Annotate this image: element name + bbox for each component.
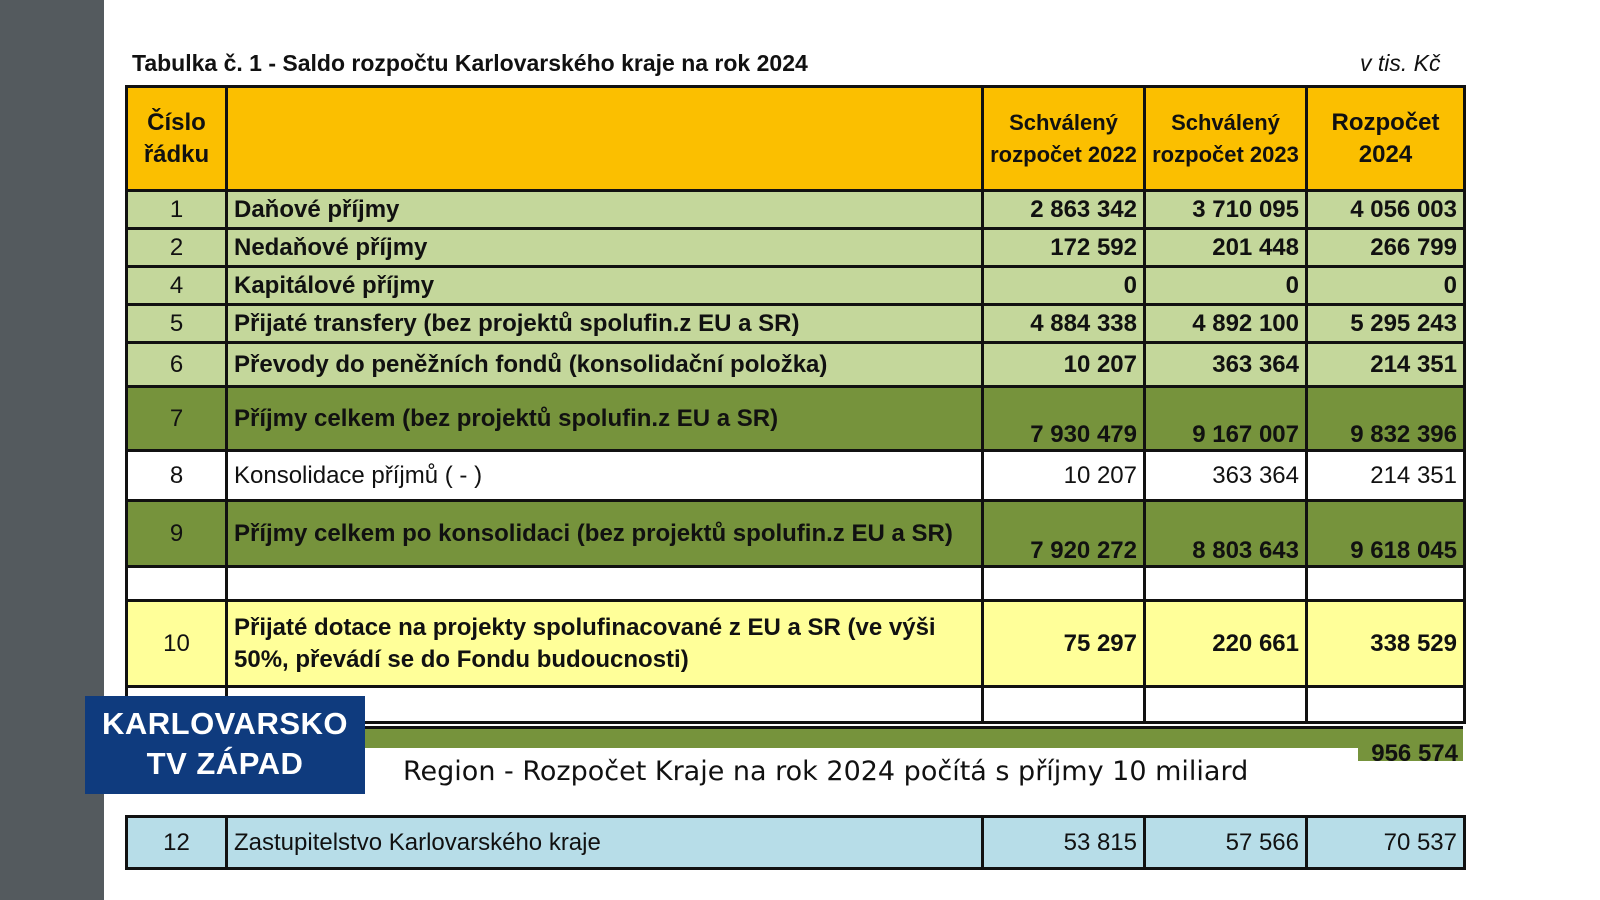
value-2024: 70 537 (1307, 817, 1465, 869)
header-2024: Rozpočet 2024 (1307, 87, 1465, 191)
row-label: Kapitálové příjmy (227, 267, 983, 305)
row-label: Příjmy celkem (bez projektů spolufin.z EU a SR) (227, 387, 983, 451)
table-row (127, 229, 1465, 267)
table-title: Tabulka č. 1 - Saldo rozpočtu Karlovarského kraje na rok 2024 (132, 50, 808, 76)
row-label: Konsolidace příjmů ( - ) (227, 451, 983, 501)
news-ticker (365, 748, 1358, 798)
value-2022: 0 (983, 267, 1145, 305)
value-2024: 9 832 396 (1307, 387, 1465, 451)
row-label: Převody do peněžních fondů (konsolidační položka) (227, 343, 983, 387)
table-row (127, 267, 1465, 305)
value-2024: 214 351 (1307, 451, 1465, 501)
row-number: 7 (127, 387, 227, 451)
budget-table-continued (125, 815, 1466, 870)
logo-line-2: TV ZÁPAD (146, 746, 304, 781)
table-row (127, 305, 1465, 343)
table-row (127, 343, 1465, 387)
value-2022: 2 863 342 (983, 191, 1145, 229)
value-2023: 9 167 007 (1145, 387, 1307, 451)
value-2022: 75 297 (983, 601, 1145, 687)
table-unit: v tis. Kč (1360, 50, 1441, 76)
value-2023: 0 (1145, 267, 1307, 305)
row-number: 5 (127, 305, 227, 343)
value-2024: 0 (1307, 267, 1465, 305)
row-label: Přijaté dotace na projekty spolufinacované z EU a SR (ve výši 50%, převádí se do Fondu budoucnosti) (227, 601, 983, 687)
value-2022: 53 815 (983, 817, 1145, 869)
row-11-value-2024: 956 574 (1371, 740, 1458, 767)
value-2022: 172 592 (983, 229, 1145, 267)
table-row (127, 191, 1465, 229)
table-header-row (127, 87, 1465, 191)
row-number: 1 (127, 191, 227, 229)
value-2023: 8 803 643 (1145, 501, 1307, 567)
ticker-text: Region - Rozpočet Kraje na rok 2024 počítá s příjmy 10 miliard (403, 756, 1249, 787)
row-number: 12 (127, 817, 227, 869)
row-number: 10 (127, 601, 227, 687)
table-row (127, 601, 1465, 687)
row-number: 6 (127, 343, 227, 387)
row-label: Zastupitelstvo Karlovarského kraje (227, 817, 983, 869)
row-number: 4 (127, 267, 227, 305)
header-label (227, 87, 983, 191)
table-empty-row (127, 567, 1465, 601)
value-2022: 10 207 (983, 451, 1145, 501)
row-number: 8 (127, 451, 227, 501)
row-label: Nedaňové příjmy (227, 229, 983, 267)
value-2024: 214 351 (1307, 343, 1465, 387)
row-label: Příjmy celkem po konsolidaci (bez projektů spolufin.z EU a SR) (227, 501, 983, 567)
value-2024: 266 799 (1307, 229, 1465, 267)
value-2023: 3 710 095 (1145, 191, 1307, 229)
value-2022: 7 930 479 (983, 387, 1145, 451)
header-row-number: Číslo řádku (127, 87, 227, 191)
row-label: Přijaté transfery (bez projektů spolufin.z EU a SR) (227, 305, 983, 343)
table-row (127, 387, 1465, 451)
value-2023: 201 448 (1145, 229, 1307, 267)
row-number: 9 (127, 501, 227, 567)
value-2022: 10 207 (983, 343, 1145, 387)
tv-logo (85, 696, 365, 794)
header-2023: Schválený rozpočet 2023 (1145, 87, 1307, 191)
value-2023: 57 566 (1145, 817, 1307, 869)
row-number: 2 (127, 229, 227, 267)
header-2022: Schválený rozpočet 2022 (983, 87, 1145, 191)
value-2024: 9 618 045 (1307, 501, 1465, 567)
value-2023: 363 364 (1145, 343, 1307, 387)
table-row (127, 817, 1465, 869)
value-2024: 338 529 (1307, 601, 1465, 687)
table-row (127, 451, 1465, 501)
value-2022: 7 920 272 (983, 501, 1145, 567)
table-row (127, 501, 1465, 567)
value-2023: 220 661 (1145, 601, 1307, 687)
value-2024: 5 295 243 (1307, 305, 1465, 343)
value-2024: 4 056 003 (1307, 191, 1465, 229)
value-2023: 363 364 (1145, 451, 1307, 501)
budget-table (125, 85, 1466, 724)
value-2022: 4 884 338 (983, 305, 1145, 343)
row-label: Daňové příjmy (227, 191, 983, 229)
logo-line-1: KARLOVARSKO (101, 706, 349, 741)
value-2023: 4 892 100 (1145, 305, 1307, 343)
